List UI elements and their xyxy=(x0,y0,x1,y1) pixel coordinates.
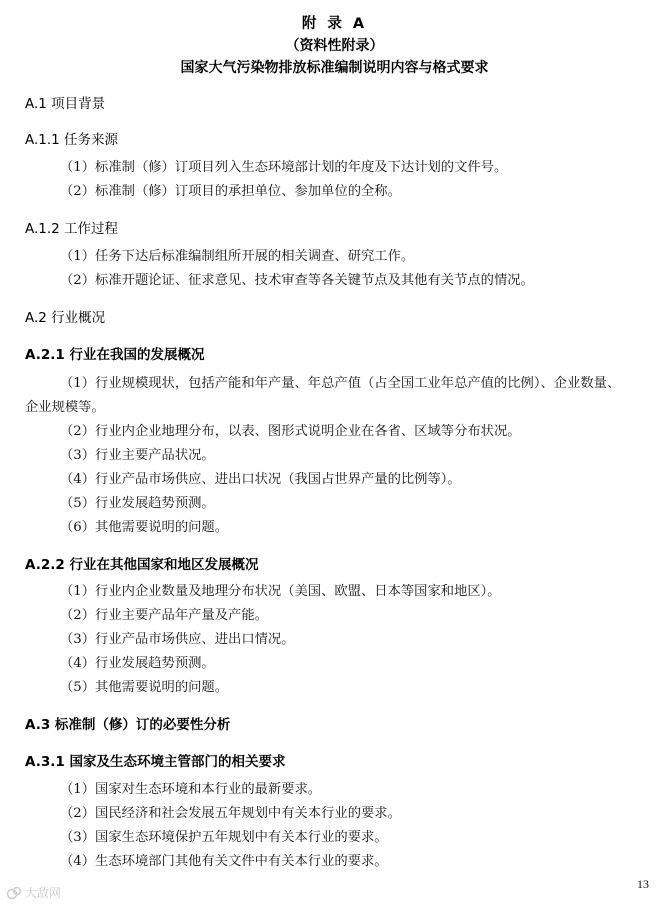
paragraph: （1）标准制（修）订项目列入生态环境部计划的年度及下达计划的文件号。 xyxy=(60,160,508,175)
paragraph: （1）行业规模现状，包括产能和年产量、年总产值（占全国工业年总产值的比例）、企业数量、 xyxy=(60,376,621,391)
paragraph: （1）行业内企业数量及地理分布状况（美国、欧盟、日本等国家和地区）。 xyxy=(60,584,501,599)
appendix-subtitle: （资料性附录） xyxy=(285,38,384,54)
section-heading: A.2 行业概况 xyxy=(25,310,106,326)
section-heading: A.2.2 行业在其他国家和地区发展概况 xyxy=(25,557,259,573)
paragraph: （4）行业产品市场供应、进出口状况（我国占世界产量的比例等）。 xyxy=(60,472,461,487)
section-heading: A.1.1 任务来源 xyxy=(25,132,119,148)
paragraph: （1）国家对生态环境和本行业的最新要求。 xyxy=(60,782,322,797)
paragraph: （5）其他需要说明的问题。 xyxy=(60,680,229,695)
paragraph: （3）行业产品市场供应、进出口情况。 xyxy=(60,632,295,647)
paragraph: （2）标准制（修）订项目的承担单位、参加单位的全称。 xyxy=(60,184,401,199)
paragraph: （4）生态环境部门其他有关文件中有关本行业的要求。 xyxy=(60,854,388,869)
paragraph: （2）国民经济和社会发展五年规划中有关本行业的要求。 xyxy=(60,806,401,821)
paragraph: （6）其他需要说明的问题。 xyxy=(60,520,229,535)
watermark-logo-icon xyxy=(6,886,22,900)
section-heading: A.3.1 国家及生态环境主管部门的相关要求 xyxy=(25,754,286,770)
paragraph: （2）标准开题论证、征求意见、技术审查等各关键节点及其他有关节点的情况。 xyxy=(60,273,534,288)
appendix-title: 附 录 A xyxy=(301,16,368,32)
page-number: 13 xyxy=(637,877,649,891)
section-heading: A.2.1 行业在我国的发展概况 xyxy=(25,347,205,363)
watermark xyxy=(6,884,61,901)
appendix-heading: 国家大气污染物排放标准编制说明内容与格式要求 xyxy=(180,60,489,76)
paragraph: （5）行业发展趋势预测。 xyxy=(60,496,215,511)
paragraph: （4）行业发展趋势预测。 xyxy=(60,656,215,671)
section-heading: A.1.2 工作过程 xyxy=(25,221,119,237)
paragraph: （3）国家生态环境保护五年规划中有关本行业的要求。 xyxy=(60,830,388,845)
paragraph-continuation: 企业规模等。 xyxy=(25,400,105,415)
section-heading: A.3 标准制（修）订的必要性分析 xyxy=(25,717,231,733)
paragraph: （2）行业主要产品年产量及产能。 xyxy=(60,608,268,623)
watermark-text: 大敌网 xyxy=(25,886,62,900)
paragraph: （2）行业内企业地理分布，以表、图形式说明企业在各省、区域等分布状况。 xyxy=(60,424,521,439)
section-heading: A.1 项目背景 xyxy=(25,96,106,112)
paragraph: （3）行业主要产品状况。 xyxy=(60,448,215,463)
paragraph: （1）任务下达后标准编制组所开展的相关调查、研究工作。 xyxy=(60,249,415,264)
